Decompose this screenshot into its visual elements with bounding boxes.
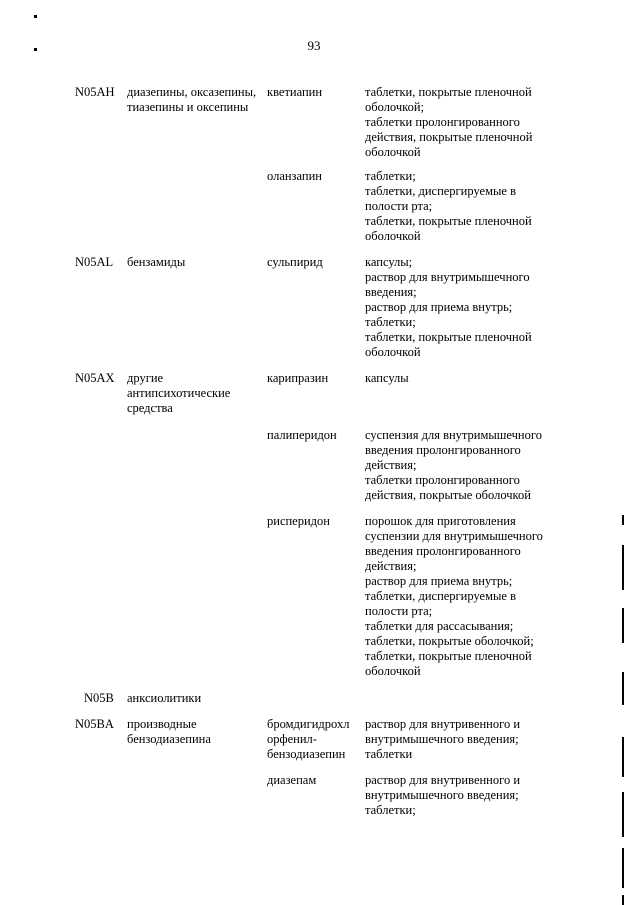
margin-bar (622, 545, 624, 590)
drug-name: диазепам (267, 773, 317, 787)
atc-group: другие антипсихотические средства (127, 371, 231, 415)
margin-bar (622, 737, 624, 777)
margin-bar (622, 848, 624, 888)
atc-code: N05BA (75, 717, 114, 731)
dosage-forms: раствор для внутривенного и внутримышечного введения; таблетки (365, 717, 521, 761)
drug-name: сульпирид (267, 255, 323, 269)
drug-name: бромдигидрохл орфенил- бензодиазепин (267, 717, 350, 761)
dosage-forms: таблетки; таблетки, диспергируемые в полости рта; таблетки, покрытые пленочной оболочкой (365, 169, 532, 243)
dosage-forms: порошок для приготовления суспензии для внутримышечного введения пролонгированного действия; раствор для приема внутрь; таблетки, диспергируемые в полости рта; таблетки для рассасывания; таблетки, покрытые оболочкой; таблетки, покрытые пленочной оболочкой (365, 514, 543, 678)
drug-name: рисперидон (267, 514, 330, 528)
scan-mark-top (34, 15, 37, 18)
margin-bar (622, 895, 624, 905)
margin-bar (622, 515, 624, 525)
atc-group: диазепины, оксазепины, тиазепины и оксепины (127, 85, 257, 114)
dosage-forms: капсулы; раствор для внутримышечного введения; раствор для приема внутрь; таблетки; таблетки, покрытые пленочной оболочкой (365, 255, 532, 359)
drug-name: кветиапин (267, 85, 323, 99)
dosage-forms: раствор для внутривенного и внутримышечного введения; таблетки; (365, 773, 521, 817)
margin-bar (622, 792, 624, 837)
atc-group: анксиолитики (127, 691, 202, 705)
margin-bar (622, 608, 624, 643)
page-number: 93 (307, 38, 321, 53)
dosage-forms: суспензия для внутримышечного введения пролонгированного действия; таблетки пролонгированного действия, покрытые оболочкой (365, 428, 542, 502)
drug-name: карипразин (267, 371, 329, 385)
atc-code: N05AX (75, 371, 115, 385)
dosage-forms: таблетки, покрытые пленочной оболочкой; таблетки пролонгированного действия, покрытые пленочной оболочкой (365, 85, 533, 159)
atc-code: N05AL (75, 255, 114, 269)
drug-name: оланзапин (267, 169, 322, 183)
drug-name: палиперидон (267, 428, 337, 442)
atc-code: N05AH (75, 85, 115, 99)
dosage-forms: капсулы (365, 371, 409, 385)
atc-group: бензамиды (127, 255, 186, 269)
atc-code: N05B (84, 691, 114, 705)
atc-group: производные бензодиазепина (127, 717, 211, 746)
margin-bar (622, 672, 624, 705)
